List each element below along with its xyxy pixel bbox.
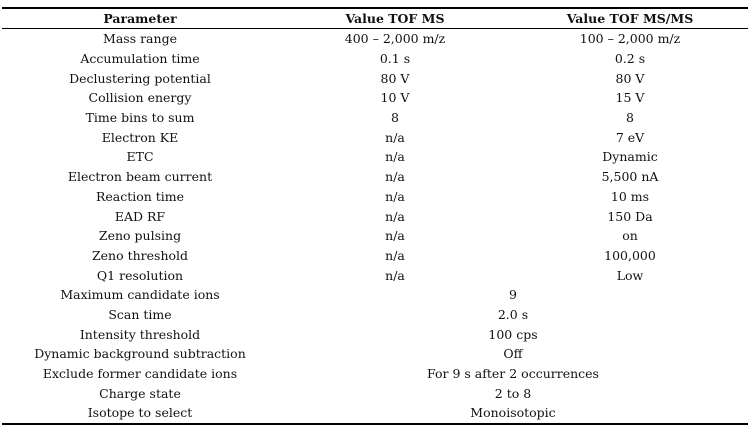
shared-value-cell: 2 to 8	[494, 385, 532, 401]
parameter-cell: ETC	[126, 149, 154, 165]
parameters-table	[2, 7, 748, 425]
tof-ms-value-cell: n/a	[385, 169, 405, 185]
parameter-cell: Electron KE	[101, 129, 179, 145]
table-row	[2, 108, 748, 128]
tof-msms-value-cell: 15 V	[615, 90, 645, 106]
parameter-cell: Q1 resolution	[96, 267, 184, 283]
header-parameter: Parameter	[2, 8, 278, 29]
parameter-cell: Declustering potential	[69, 70, 211, 86]
table-row	[2, 88, 748, 108]
tof-msms-value-cell: 100,000	[604, 247, 656, 263]
parameter-cell: Electron beam current	[67, 169, 213, 185]
table-row	[2, 206, 748, 226]
shared-value-cell: For 9 s after 2 occurrences	[427, 366, 599, 382]
table-row	[2, 265, 748, 285]
parameter-cell: Time bins to sum	[85, 110, 195, 126]
table-row	[2, 49, 748, 69]
tof-ms-value-cell: n/a	[385, 228, 405, 244]
table-row-merged	[2, 285, 748, 305]
tof-ms-value-cell: n/a	[385, 129, 405, 145]
parameter-cell: Dynamic background subtraction	[34, 346, 246, 362]
parameter-cell: Maximum candidate ions	[60, 287, 220, 303]
tof-msms-value-cell: 100 – 2,000 m/z	[579, 31, 681, 47]
header-value-tof-ms: Value TOF MS	[278, 8, 512, 29]
table-row	[2, 29, 748, 49]
parameter-cell: Zeno threshold	[91, 247, 189, 263]
shared-value-cell: 2.0 s	[497, 306, 529, 322]
tof-msms-value-cell: 10 ms	[610, 188, 650, 204]
parameter-cell: Reaction time	[95, 188, 185, 204]
tof-ms-value-cell: 400 – 2,000 m/z	[344, 31, 446, 47]
table-row	[2, 147, 748, 167]
table-row	[2, 68, 748, 88]
table-row	[2, 127, 748, 147]
tof-ms-value-cell: n/a	[385, 149, 405, 165]
parameter-cell: Charge state	[99, 385, 181, 401]
table-row-merged	[2, 305, 748, 325]
parameter-cell: Isotope to select	[2, 403, 278, 424]
table-row	[2, 167, 748, 187]
parameter-cell: EAD RF	[114, 208, 166, 224]
tof-msms-value-cell: 5,500 nA	[601, 169, 659, 185]
tof-ms-value-cell: n/a	[385, 208, 405, 224]
table-row-merged	[2, 344, 748, 364]
shared-value-cell: Monoisotopic	[278, 403, 748, 424]
tof-msms-value-cell: 150 Da	[607, 208, 653, 224]
tof-ms-value-cell: n/a	[385, 188, 405, 204]
header-value-tof-msms: Value TOF MS/MS	[512, 8, 748, 29]
shared-value-cell: Off	[503, 346, 523, 362]
shared-value-cell: 100 cps	[488, 326, 538, 342]
tof-ms-value-cell: 0.1 s	[379, 51, 411, 67]
table-header-row	[2, 8, 748, 29]
shared-value-cell: 9	[509, 287, 517, 303]
table-row-merged	[2, 403, 748, 424]
tof-msms-value-cell: Low	[616, 267, 644, 283]
tof-msms-value-cell: Dynamic	[602, 149, 658, 165]
tof-ms-value-cell: n/a	[385, 247, 405, 263]
tof-msms-value-cell: 0.2 s	[614, 51, 646, 67]
parameter-cell: Scan time	[108, 306, 172, 322]
tof-ms-value-cell: 8	[391, 110, 399, 126]
parameter-cell: Collision energy	[88, 90, 192, 106]
tof-ms-value-cell: 80 V	[380, 70, 410, 86]
tof-msms-value-cell: 7 eV	[615, 129, 645, 145]
tof-msms-value-cell: on	[622, 228, 638, 244]
parameter-cell: Mass range	[103, 31, 177, 47]
tof-msms-value-cell: 80 V	[615, 70, 645, 86]
table-row-merged	[2, 364, 748, 384]
parameter-cell: Exclude former candidate ions	[42, 366, 238, 382]
parameter-cell: Accumulation time	[80, 51, 200, 67]
parameter-cell: Zeno pulsing	[98, 228, 182, 244]
tof-ms-value-cell: 10 V	[380, 90, 410, 106]
table-row-merged	[2, 324, 748, 344]
tof-ms-value-cell: n/a	[385, 267, 405, 283]
table-row	[2, 226, 748, 246]
tof-msms-value-cell: 8	[626, 110, 634, 126]
table-row	[2, 187, 748, 207]
parameter-cell: Intensity threshold	[79, 326, 201, 342]
table-row	[2, 246, 748, 266]
table-row-merged	[2, 383, 748, 403]
